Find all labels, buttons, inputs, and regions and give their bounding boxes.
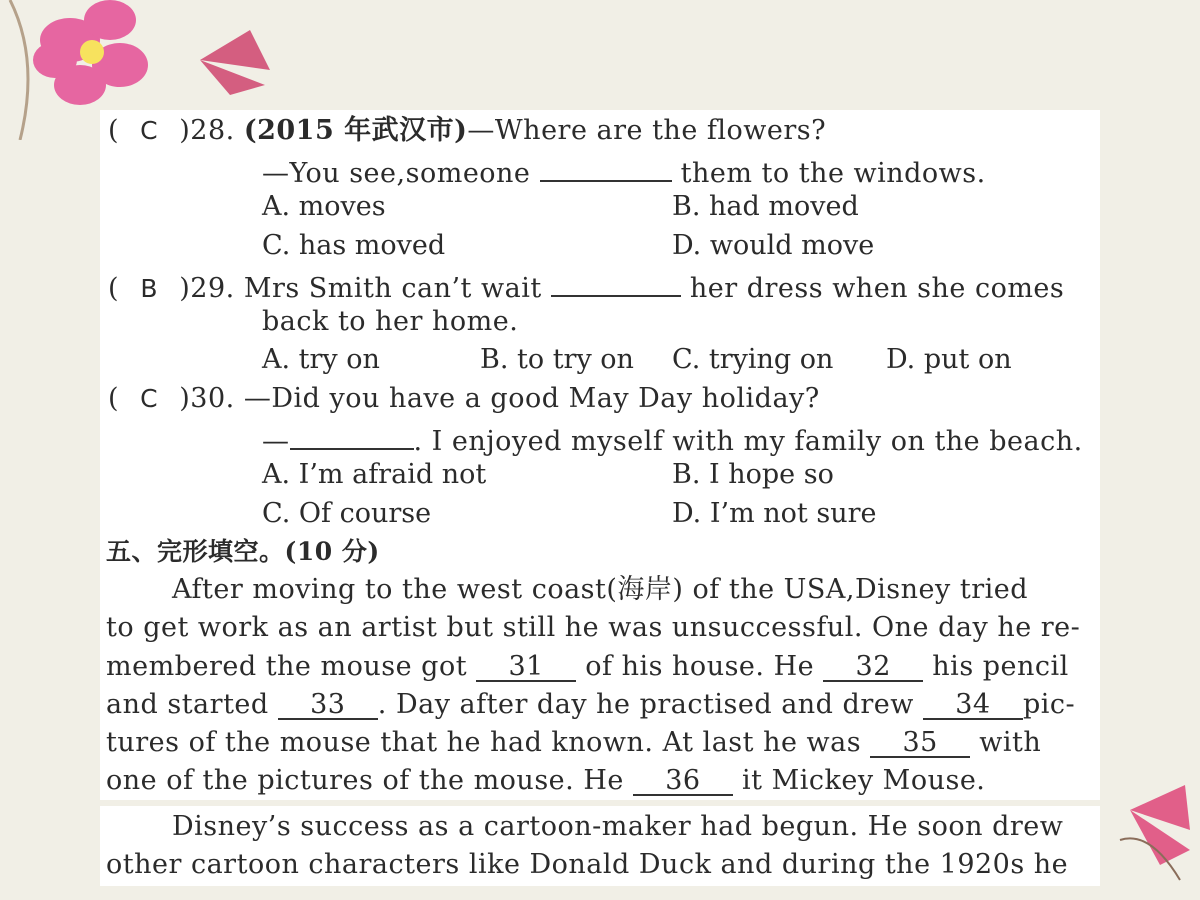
option-28-b: B. had moved (672, 191, 859, 222)
text: — (262, 426, 290, 457)
worksheet-panel (100, 110, 1100, 800)
option-28-d: D. would move (672, 230, 875, 261)
option-29-d: D. put on (886, 344, 1012, 375)
passage-line-3 (106, 648, 1069, 686)
question-stem-28: —Where are the flowers? (467, 115, 827, 146)
option-28-c: C. has moved (262, 230, 446, 261)
answer-blank (290, 418, 414, 450)
text: tures of the mouse that he had known. At last he was (106, 727, 862, 758)
blank-32: 32 (823, 650, 923, 682)
question-29-line2: back to her home. (262, 306, 519, 337)
question-29 (108, 265, 1064, 308)
text: pic- (1022, 689, 1076, 720)
question-28-line2 (262, 150, 986, 193)
option-30-d: D. I’m not sure (672, 498, 877, 529)
paren: ( (108, 273, 120, 304)
text: —Did you have a good May Day holiday? (243, 383, 820, 414)
question-28 (108, 112, 826, 150)
text: her dress when she comes (689, 273, 1065, 304)
passage-p2-line-1: Disney’s success as a cartoon-maker had begun. He soon drew (172, 811, 1064, 842)
option-28-a: A. moves (262, 191, 386, 222)
worksheet-panel-continued (100, 806, 1100, 886)
blank-33: 33 (278, 688, 378, 720)
paren: ( (108, 383, 120, 414)
blank-36: 36 (633, 764, 733, 796)
text: of his house. He (585, 651, 815, 682)
answer-blank (551, 265, 681, 297)
option-29-c: C. trying on (672, 344, 834, 375)
paren: ( (108, 115, 120, 146)
passage-p2-line-2: other cartoon characters like Donald Duck and during the 1920s he (106, 849, 1069, 880)
passage-line-2: to get work as an artist but still he was unsuccessful. One day he re- (106, 612, 1081, 643)
question-30 (108, 380, 820, 418)
text: his pencil (932, 651, 1069, 682)
question-30-line2 (262, 418, 1083, 461)
text: membered the mouse got (106, 651, 468, 682)
text: . I enjoyed myself with my family on the beach. (413, 426, 1083, 457)
answer-28: C (140, 116, 159, 145)
option-30-c: C. Of course (262, 498, 432, 529)
text: them to the windows. (680, 158, 986, 189)
option-30-a: A. I’m afraid not (262, 459, 487, 490)
text: and started (106, 689, 269, 720)
option-29-b: B. to try on (480, 344, 634, 375)
question-number-28: )28. (179, 115, 235, 146)
blank-34: 34 (923, 688, 1023, 720)
text: —You see,someone (262, 158, 531, 189)
butterfly-decoration-bottom-right (1090, 770, 1200, 900)
option-30-b: B. I hope so (672, 459, 834, 490)
answer-30: C (140, 384, 159, 413)
passage-line-6 (106, 762, 985, 800)
passage-line-1: After moving to the west coast(海岸) of the USA,Disney tried (172, 574, 1028, 605)
passage-line-4 (106, 686, 1075, 724)
question-number-30: )30. (179, 383, 235, 414)
question-number-29: )29. (179, 273, 235, 304)
section-title: 五、完形填空。(10 分) (106, 537, 380, 566)
text: . Day after day he practised and drew (377, 689, 914, 720)
answer-29: B (140, 274, 158, 303)
text: Mrs Smith can’t wait (243, 273, 542, 304)
passage-line-5 (106, 724, 1041, 762)
option-29-a: A. try on (262, 344, 380, 375)
question-source-28: (2015 年武汉市) (243, 115, 468, 146)
answer-blank (540, 150, 672, 182)
text: with (979, 727, 1042, 758)
blank-31: 31 (476, 650, 576, 682)
blank-35: 35 (870, 726, 970, 758)
text: it Mickey Mouse. (742, 765, 986, 796)
text: one of the pictures of the mouse. He (106, 765, 624, 796)
